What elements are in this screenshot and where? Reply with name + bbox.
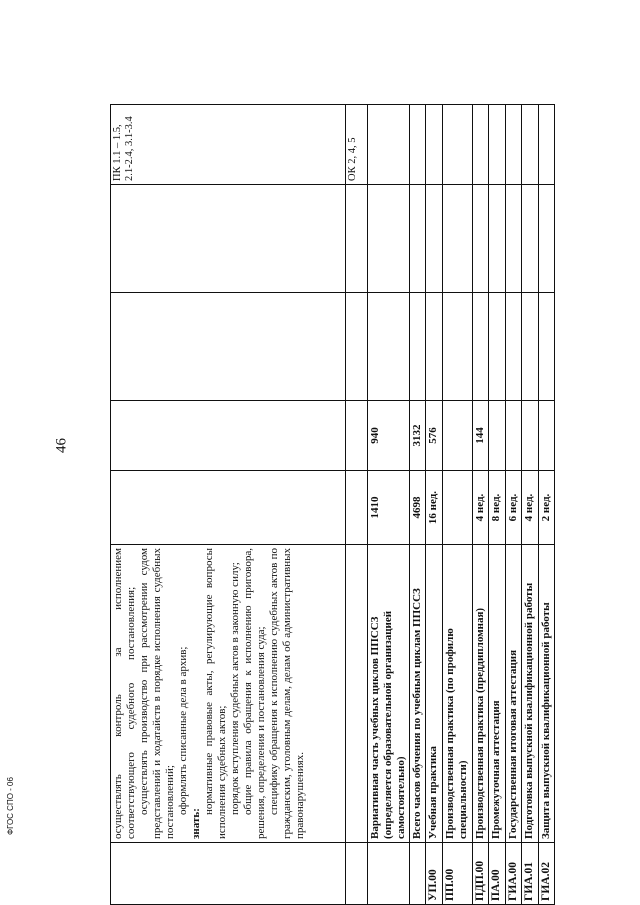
max-hours-cell: [111, 471, 346, 545]
empty-cell: [425, 105, 442, 185]
empty-cell: [442, 293, 472, 401]
table-row: [489, 105, 506, 905]
code-cell: [346, 843, 368, 905]
table-row: [505, 105, 522, 905]
empty-cell: [522, 293, 539, 401]
empty-cell: [368, 185, 410, 293]
max-hours-cell: 16 нед.: [425, 471, 442, 545]
empty-cell: [410, 293, 426, 401]
name-cell: Производственная практика (по профилю специальности): [442, 545, 472, 843]
table-row: [410, 105, 426, 905]
code-cell: ГИА.01: [522, 843, 539, 905]
required-hours-cell: [111, 401, 346, 471]
code-cell: ПА.00: [489, 843, 506, 905]
discipline-code-cell: [111, 185, 346, 293]
empty-cell: [442, 105, 472, 185]
code-cell: ГИА.00: [505, 843, 522, 905]
name-cell: Государственная итоговая аттестация: [505, 545, 522, 843]
empty-cell: [538, 293, 555, 401]
max-hours-cell: 6 нед.: [505, 471, 522, 545]
code-cell: [368, 843, 410, 905]
empty-cell: [505, 293, 522, 401]
empty-cell: [489, 105, 506, 185]
know-line: специфику обращения к исполнению судебных актов по гражданским, уголовным делам, делам об административных правонарушениях.: [267, 548, 306, 839]
required-hours-cell: [522, 401, 539, 471]
table-row: [442, 105, 472, 905]
empty-cell: [472, 293, 489, 401]
name-cell: Промежуточная аттестация: [489, 545, 506, 843]
required-hours-cell: 144: [472, 401, 489, 471]
table-row: [346, 105, 368, 905]
skills-description-cell: [111, 545, 346, 843]
empty-cell: [538, 185, 555, 293]
rotated-table-container: [110, 105, 552, 905]
empty-cell: [505, 185, 522, 293]
empty-cell: [442, 185, 472, 293]
empty-cell: [425, 293, 442, 401]
name-cell: [346, 545, 368, 843]
required-hours-cell: [442, 401, 472, 471]
know-line: порядок вступления судебных актов в законную силу;: [228, 562, 241, 815]
page-number: 46: [53, 438, 70, 453]
empty-cell: [425, 185, 442, 293]
name-cell: Вариативная часть учебных циклов ППССЗ (определяется образовательной организацией самостоятельно): [368, 545, 410, 843]
max-hours-cell: [442, 471, 472, 545]
table-row: [425, 105, 442, 905]
table-row: [368, 105, 410, 905]
competencies-cell: ОК 2, 4, 5: [346, 105, 368, 185]
empty-cell: [505, 105, 522, 185]
know-line: общие правила обращения к исполнению приговора, решения, определения и постановления суда;: [241, 548, 267, 839]
document-footer: ФГОС СПО - 06: [6, 777, 15, 835]
curriculum-table: [110, 104, 555, 905]
skill-line: оформлять списанные дела в архив;: [176, 646, 189, 815]
empty-cell: [522, 105, 539, 185]
name-cell: Всего часов обучения по учебным циклам ППССЗ: [410, 545, 426, 843]
max-hours-cell: 4698: [410, 471, 426, 545]
max-hours-cell: 4 нед.: [472, 471, 489, 545]
max-hours-cell: [346, 471, 368, 545]
table-row-skills: [111, 105, 346, 905]
required-hours-cell: 576: [425, 401, 442, 471]
name-cell: Учебная практика: [425, 545, 442, 843]
code-cell: ПДП.00: [472, 843, 489, 905]
name-cell: Подготовка выпускной квалификационной работы: [522, 545, 539, 843]
max-hours-cell: 2 нед.: [538, 471, 555, 545]
code-cell: [410, 843, 426, 905]
empty-cell: [410, 105, 426, 185]
empty-cell: [489, 185, 506, 293]
skill-line: осуществлять производство при рассмотрении судом представлений и ходатайств в порядке исполнения судебных постановлений;: [137, 548, 176, 839]
empty-cell: [538, 105, 555, 185]
required-hours-cell: [505, 401, 522, 471]
required-hours-cell: [538, 401, 555, 471]
max-hours-cell: 8 нед.: [489, 471, 506, 545]
know-label: знать:: [189, 808, 202, 839]
table-row: [538, 105, 555, 905]
code-cell: ГИА.02: [538, 843, 555, 905]
empty-cell: [489, 293, 506, 401]
table-row: [522, 105, 539, 905]
code-cell: [111, 843, 346, 905]
code-cell: ПП.00: [442, 843, 472, 905]
skill-line: осуществлять контроль за исполнением соответствующего судебного постановления;: [112, 548, 137, 839]
table-row: [472, 105, 489, 905]
max-hours-cell: 1410: [368, 471, 410, 545]
empty-cell: [472, 105, 489, 185]
discipline-code-cell: [346, 185, 368, 293]
empty-cell: [368, 293, 410, 401]
competencies-pk: ПК 1.1 – 1.5, 2.1-2.4, 3.1-3.4: [112, 116, 136, 181]
required-hours-cell: [346, 401, 368, 471]
max-hours-cell: 4 нед.: [522, 471, 539, 545]
empty-cell: [368, 105, 410, 185]
know-line: нормативные правовые акты, регулирующие вопросы исполнения судебных актов;: [202, 548, 228, 839]
discipline-cell: [346, 293, 368, 401]
required-hours-cell: 940: [368, 401, 410, 471]
empty-cell: [522, 185, 539, 293]
name-cell: Защита выпускной квалификационной работы: [538, 545, 555, 843]
required-hours-cell: [489, 401, 506, 471]
empty-cell: [410, 185, 426, 293]
competencies-cell: [111, 105, 346, 185]
code-cell: УП.00: [425, 843, 442, 905]
discipline-cell: [111, 293, 346, 401]
name-cell: Производственная практика (преддипломная): [472, 545, 489, 843]
empty-cell: [472, 185, 489, 293]
required-hours-cell: 3132: [410, 401, 426, 471]
